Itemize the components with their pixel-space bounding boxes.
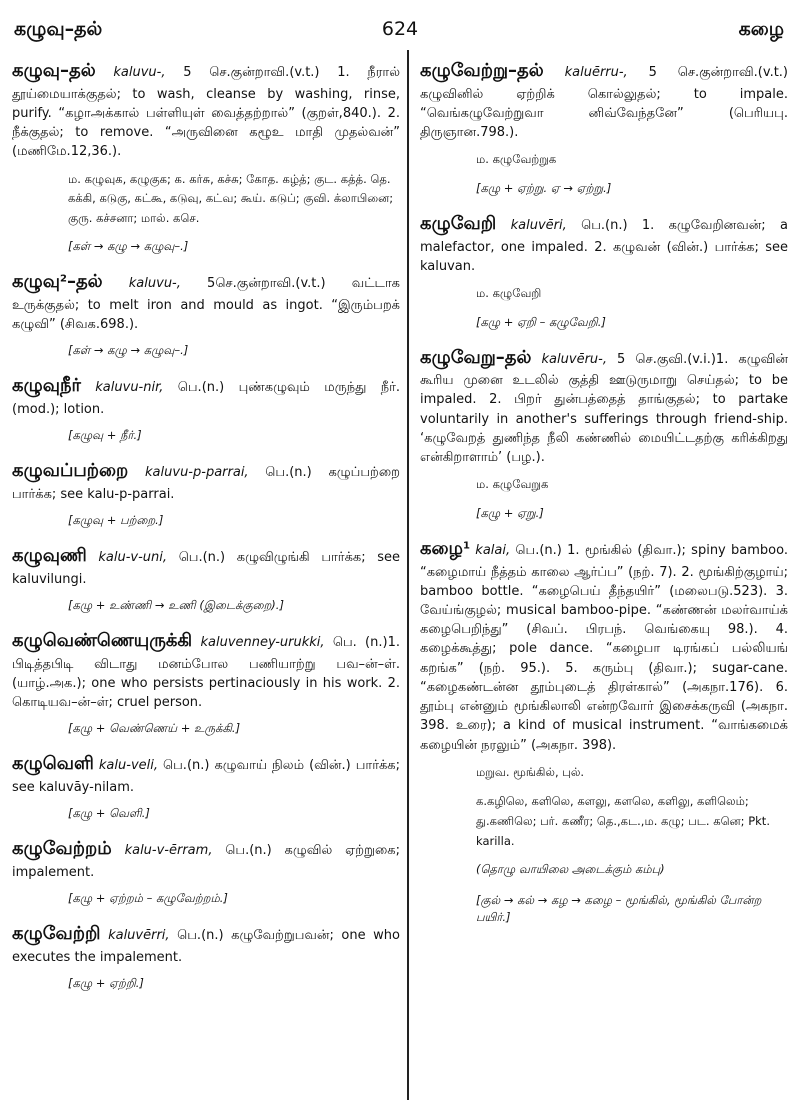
dictionary-entry bbox=[12, 543, 400, 589]
entry-etymology: [கழு + உண்ணி → உணி (இடைக்குறை).] bbox=[68, 597, 284, 612]
entry-definition: பெ. (n.)1. பிடித்தபிடி விடாது மனம்போல பணியாற்று பவ–ன்–ள். (யாழ்.அக.); one who persists pertinaciously in his work. 2. கொடியவ–ன்–ள்; cruel person. bbox=[12, 634, 400, 711]
entry-cognates: ம. கழுவேற்றுக bbox=[476, 152, 557, 167]
dictionary-entry bbox=[12, 751, 400, 797]
entry-cognates: ம. கழுவேறுக bbox=[476, 477, 549, 492]
entry-transliteration: kalu-v-ērram, bbox=[124, 843, 213, 859]
page-header bbox=[0, 0, 800, 40]
entry-transliteration: kaluvu-nir, bbox=[95, 380, 164, 396]
entry-headword: கழுவு bbox=[12, 271, 60, 293]
entry-definition: 5 செ.குவி.(v.i.)1. கழுவின் கூரிய முனை உடலில் குத்தி ஊடுருமாறு செய்தல்; to be impaled. 2. பிறர் துன்பத்தைத் தாங்குதல்; to partake voluntarily in another's sufferings through friend-ship. ‘கழுவேறத் துணிந்த நீலி கண்ணில் மையிட்டதற்கு கரிக்கிறது என்கிறாளாம்’ (பழ.). bbox=[420, 351, 788, 466]
entry-cognates: ம. கழுவேறி bbox=[476, 285, 542, 300]
entry-headword: கழுவப்பற்றை bbox=[12, 460, 129, 482]
entry-cognates: ம. கழுவுக, கழுகுக; க. கர்சு, கச்சு; கோத. கழ்த்; குட. கத்த். தெ. கக்கி, கடுகு, கட்கூ, கடுவு, கட்வ; கூய். கடுப்; குவி. க்லாபினை; குரு. கச்சனா; மால். கசெ. bbox=[68, 171, 394, 225]
dictionary-entry bbox=[12, 58, 400, 162]
entry-headword: கழுவேறு–தல் bbox=[420, 346, 532, 368]
entry-transliteration: kaluvēru-, bbox=[541, 351, 607, 367]
entry-etymology: [கழு + ஏறு.] bbox=[476, 505, 544, 520]
entry-transliteration: kaluvu-p-parrai, bbox=[145, 465, 249, 481]
entry-etymology: [கழுவு + பற்றை.] bbox=[68, 513, 164, 528]
entry-definition: பெ.(n.) கழுவில் ஏற்றுகை; impalement. bbox=[12, 843, 400, 880]
entry-transliteration: kalai, bbox=[475, 542, 511, 558]
entry-headword-suffix: –தல் bbox=[66, 271, 103, 293]
entry-cognates: மறுவ. மூங்கில், புல். bbox=[476, 764, 585, 779]
entry-etymology: (தொழு வாயிலை அடைக்கும் கம்பு) bbox=[476, 862, 665, 877]
header-left-guideword: கழுவு–தல் bbox=[14, 18, 103, 40]
entry-etymology: [கழு + ஏறி – கழுவேறி.] bbox=[476, 314, 606, 329]
dictionary-entry bbox=[12, 921, 400, 967]
entry-headword: கழுவேறி bbox=[420, 212, 497, 234]
page-number: 624 bbox=[381, 18, 419, 40]
column-divider bbox=[407, 50, 409, 1100]
entry-etymology: [கழுவு + நீர்.] bbox=[68, 428, 142, 443]
entry-transliteration: kalu-veli, bbox=[98, 758, 158, 774]
entry-etymology: [கள் → கழு → கழுவு–.] bbox=[68, 239, 189, 254]
entry-transliteration: kaluvēri, bbox=[510, 217, 567, 233]
dictionary-entry bbox=[420, 536, 788, 755]
header-right-guideword: கழை bbox=[738, 18, 784, 40]
entry-definition: பெ.(n.) கழுவேற்றுபவன்; one who executes the impalement. bbox=[12, 928, 400, 965]
entry-headword: கழுவேற்றி bbox=[12, 923, 101, 945]
entry-definition: பெ.(n.) 1. கழுவேறினவன்; a malefactor, one impaled. 2. கழுவன் (வின்.) பார்க்க; see kaluvan. bbox=[420, 217, 788, 274]
entry-etymology: [கள் → கழு → கழுவு–.] bbox=[68, 343, 189, 358]
entry-definition: பெ.(n.) கழுப்பற்றை பார்க்க; see kalu-p-parrai. bbox=[12, 465, 401, 502]
entry-cognates: க.கழிலெ, களிலெ, களலு, களலெ, களிலு, களிலெம்; து.கணிலெ; பர். கணீர; தெ.,கட.,ம. கழு; பட. கனெ; Pkt. karilla. bbox=[476, 794, 770, 848]
entry-headword: கழுவுநீர் bbox=[12, 375, 81, 397]
entry-definition: பெ.(n.) 1. மூங்கில் (திவா.); spiny bamboo. “கழைமாய் நீத்தம் காலை ஆர்ப்ப” (நற். 7). 2. மூங்கிற்குழாய்; bamboo bottle. “கழைபெய் தீந்தயிர்” (மலைபடு.523). 3. வேய்ங்குழல்; musical bamboo-pipe. “கண்ணன் மலர்வாய்க் கழைபெறிந்து” (சிவப். பிரபந். வெங்கையு 98.). 4. கழைக்கூத்து; pole dance. “கழைபா டிரங்கப் பல்லியங் கறங்க” (நற். 95.). 5. கரும்பு (திவா.); sugar-cane. “கழைகண்டன்ன தூம்புடைத் திரள்கால்” (அகநா.176). 6. தூம்பு என்னும் மூங்கிலாலி என்றவோர் இசைக்கருவி (அகநா. 398. உரை); a kind of musical instrument. “வாங்கமைக் கழையின் நரலும்” (அகநா. 398). bbox=[420, 542, 788, 753]
entry-headword: கழை bbox=[420, 537, 464, 559]
entry-transliteration: kalu-v-uni, bbox=[98, 550, 168, 566]
entry-headword: கழுவுணி bbox=[12, 545, 87, 567]
entry-definition: பெ.(n.) கழுவிழுங்கி பார்க்க; see kaluvilungi. bbox=[12, 550, 400, 587]
dictionary-entry bbox=[12, 458, 400, 504]
entry-definition: 5 செ.குன்றாவி.(v.t.) கழுவினில் ஏற்றிக் கொல்லுதல்; to impale. “வெங்கழுவேற்றுவா னிவ்வேந்தனே” (பெரியபு. திருஞான.798.). bbox=[420, 65, 788, 141]
dictionary-entry bbox=[420, 345, 788, 468]
dictionary-entry bbox=[12, 836, 400, 882]
dictionary-entry bbox=[12, 628, 400, 712]
entry-transliteration: kaluvenney-urukki, bbox=[200, 634, 325, 650]
entry-etymology: [கழு + வெளி.] bbox=[68, 806, 150, 821]
entry-etymology: [கழு + ஏற்றி.] bbox=[68, 975, 144, 990]
entry-definition: பெ.(n.) கழுவாய் நிலம் (வின்.) பார்க்க; see kaluvāy-nilam. bbox=[12, 758, 401, 795]
left-column bbox=[12, 58, 400, 1006]
entry-headword: கழுவெளி bbox=[12, 753, 94, 775]
entry-etymology: [கழு + ஏற்று. ஏ → ஏற்று.] bbox=[476, 180, 612, 195]
entry-headword: கழுவேற்றம் bbox=[12, 838, 112, 860]
entry-transliteration: kaluērru-, bbox=[564, 65, 628, 80]
right-column bbox=[420, 58, 788, 940]
entry-etymology: [கழு + வெண்ணெய் + உருக்கி.] bbox=[68, 721, 241, 736]
entry-homonym-number: 2 bbox=[59, 273, 67, 285]
entry-transliteration: kaluvērri, bbox=[108, 928, 170, 944]
entry-etymology: [குல் → கல் → கழ → கழை – மூங்கில், மூங்கில் போன்ற பயிர்.] bbox=[476, 893, 762, 925]
entry-etymology: [கழு + ஏற்றம் – கழுவேற்றம்.] bbox=[68, 891, 228, 906]
entry-headword: கழுவு–தல் bbox=[12, 60, 96, 81]
entry-homonym-number: 1 bbox=[463, 540, 470, 552]
entry-definition: 5செ.குன்றாவி.(v.t.) வட்டாக உருக்குதல்; to melt iron and mould as ingot. “இரும்பறக் கழுவி” (சிவக.698.). bbox=[12, 276, 400, 333]
dictionary-entry bbox=[12, 373, 400, 419]
dictionary-entry bbox=[12, 269, 400, 334]
entry-headword: கழுவெண்ணெயுருக்கி bbox=[12, 629, 193, 651]
dictionary-entry bbox=[420, 58, 788, 142]
entry-transliteration: kaluvu-, bbox=[128, 276, 181, 292]
entry-definition: பெ.(n.) புண்கழுவும் மருந்து நீர். (mod.); lotion. bbox=[12, 380, 400, 417]
entry-headword: கழுவேற்று–தல் bbox=[420, 60, 544, 81]
entry-definition: 5 செ.குன்றாவி.(v.t.) 1. நீரால் தூய்மையாக்குதல்; to wash, cleanse by washing, rinse, purify. “கழாஅக்கால் பள்ளியுள் வைத்தற்றால்” (குறள்,840.). 2. நீக்குதல்; to remove. “அருவினை கழூஉ மாதி முதல்வன்” (மணிமே.12,36.). bbox=[12, 65, 400, 160]
dictionary-entry bbox=[420, 211, 788, 276]
entry-transliteration: kaluvu-, bbox=[113, 65, 166, 80]
